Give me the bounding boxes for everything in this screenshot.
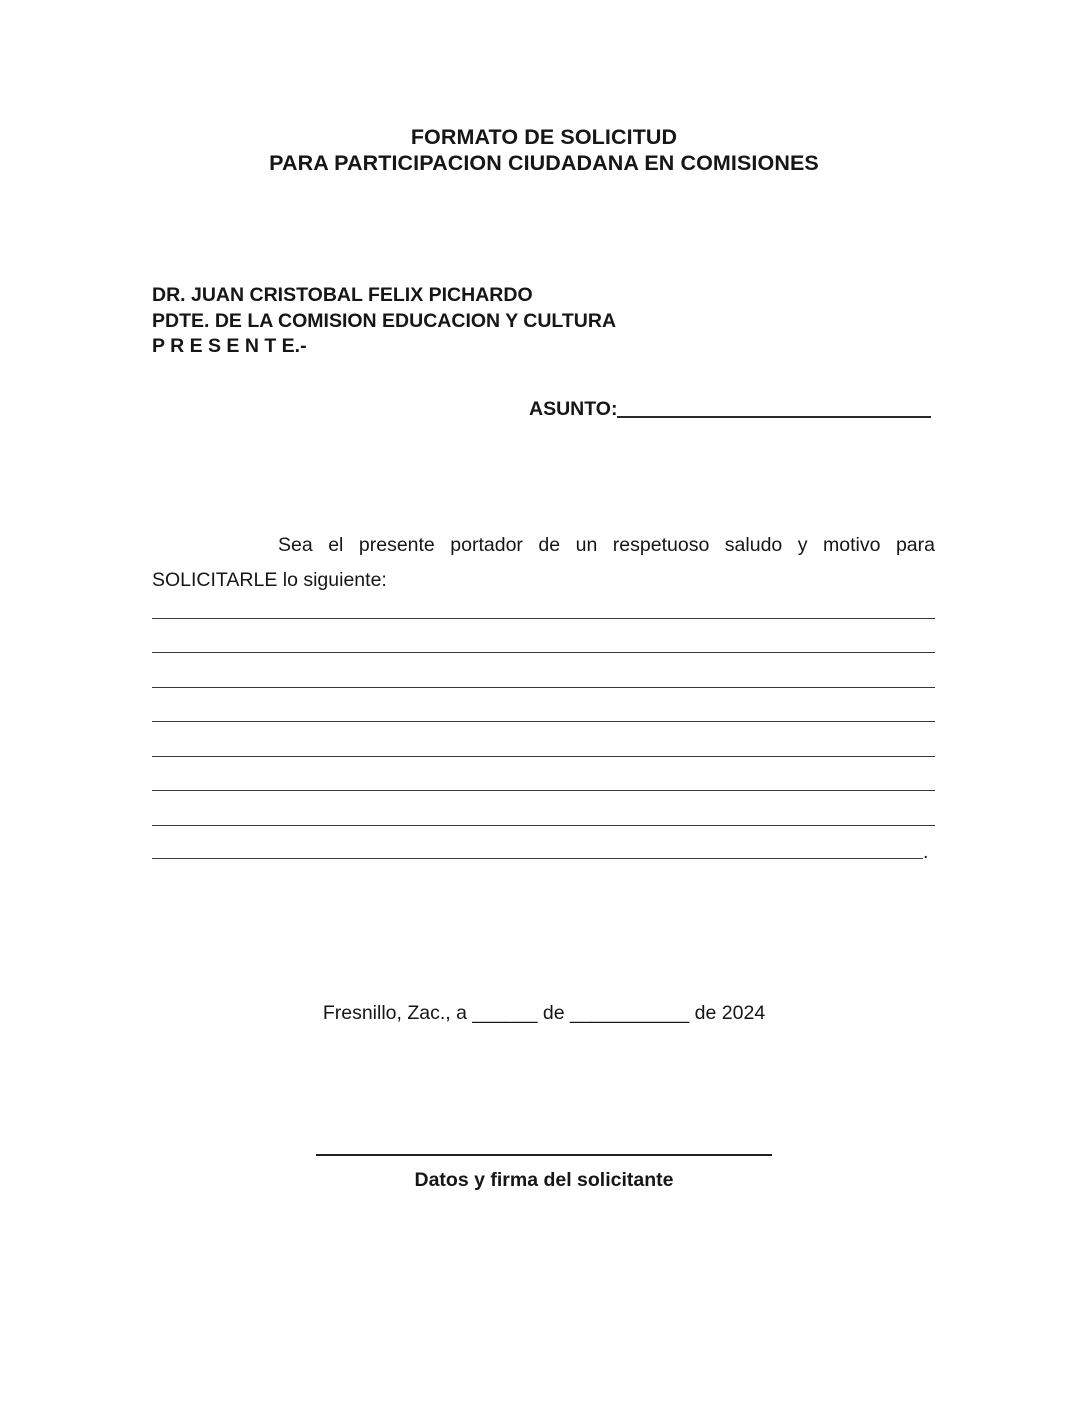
title-line-2: PARA PARTICIPACION CIUDADANA EN COMISIONES: [269, 151, 819, 175]
writing-line: [152, 757, 935, 792]
writing-line: [152, 688, 935, 723]
writing-line: [152, 584, 935, 619]
writing-line: [152, 826, 935, 863]
date-line: Fresnillo, Zac., a ______ de ___________ de 2024: [322, 1002, 766, 1024]
body-line-2: SOLICITARLE lo siguiente:: [152, 569, 387, 591]
writing-lines: [152, 584, 935, 863]
writing-line: [152, 791, 935, 826]
subject-line: [529, 398, 931, 420]
writing-line: [152, 722, 935, 757]
signature-caption: Datos y firma del solicitante: [414, 1169, 674, 1191]
subject-label: ASUNTO:: [529, 398, 618, 420]
title-line-1: FORMATO DE SOLICITUD: [410, 125, 678, 149]
writing-line-rule: [152, 826, 923, 860]
writing-line: [152, 653, 935, 688]
addressee-block: [152, 283, 616, 360]
subject-blank-field: [617, 407, 931, 418]
trailing-period: .: [923, 841, 929, 863]
signature-block: [316, 1154, 772, 1192]
addressee-role: PDTE. DE LA COMISION EDUCACION Y CULTURA: [152, 309, 617, 332]
addressee-name: DR. JUAN CRISTOBAL FELIX PICHARDO: [152, 284, 533, 306]
signature-line: [316, 1154, 772, 1156]
document-title: [0, 124, 1088, 176]
body-line-1: Sea el presente portador de un respetuoso saludo y motivo para: [278, 534, 935, 556]
addressee-presente: P R E S E N T E.-: [152, 335, 307, 358]
writing-line: [152, 619, 935, 654]
